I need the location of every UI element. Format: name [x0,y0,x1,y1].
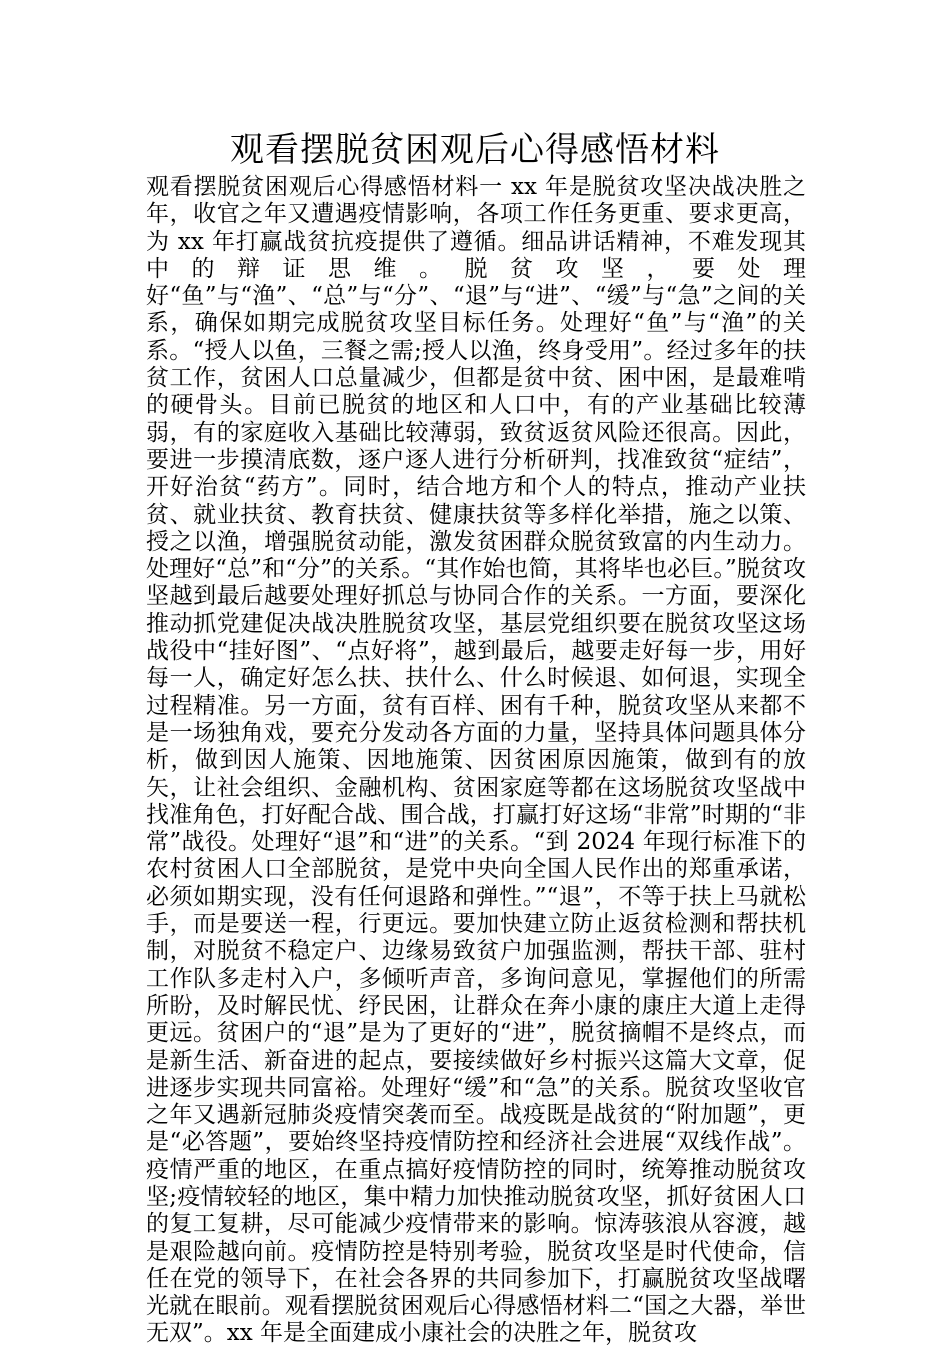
document-body-paragraph: 观看摆脱贫困观后心得感悟材料一 xx 年是脱贫攻坚决战决胜之年，收官之年又遭遇疫情影响，各项工作任务更重、要求更高，为 xx 年打赢战贫抗疫提供了遵循。细品讲话精神，不难发现其中的辩证思维。脱贫攻坚，要处理好“鱼”与“渔”、“总”与“分”、“退”与“进”、“缓”与“急”之间的关系，确保如期完成脱贫攻坚目标任务。处理好“鱼”与“渔”的关系。“授人以鱼，三餐之需;授人以渔，终身受用”。经过多年的扶贫工作，贫困人口总量减少，但都是贫中贫、困中困，是最难啃的硬骨头。目前已脱贫的地区和人口中，有的产业基础比较薄弱，有的家庭收入基础比较薄弱，致贫返贫风险还很高。因此，要进一步摸清底数，逐户逐人进行分析研判，找准致贫“症结”，开好治贫“药方”。同时，结合地方和个人的特点，推动产业扶贫、就业扶贫、教育扶贫、健康扶贫等多样化举措，施之以策、授之以渔，增强脱贫动能，激发贫困群众脱贫致富的内生动力。处理好“总”和“分”的关系。“其作始也简，其将毕也必巨。”脱贫攻坚越到最后越要处理好抓总与协同合作的关系。一方面，要深化推动抓党建促决战决胜脱贫攻坚，基层党组织要在脱贫攻坚这场战役中“挂好图”、“点好将”，越到最后，越要走好每一步，用好每一人，确定好怎么扶、扶什么、什么时候退、如何退，实现全过程精准。另一方面，贫有百样、困有千种，脱贫攻坚从来都不是一场独角戏，要充分发动各方面的力量，坚持具体问题具体分析，做到因人施策、因地施策、因贫困原因施策，做到有的放矢，让社会组织、金融机构、贫困家庭等都在这场脱贫攻坚战中找准角色，打好配合战、围合战，打赢打好这场“非常”时期的“非常”战役。处理好“退”和“进”的关系。“到 2024 年现行标准下的农村贫困人口全部脱贫，是党中央向全国人民作出的郑重承诺，必须如期实现，没有任何退路和弹性。”“退”，不等于扶上马就松手，而是要送一程，行更远。要加快建立防止返贫检测和帮扶机制，对脱贫不稳定户、边缘易致贫户加强监测，帮扶干部、驻村工作队多走村入户，多倾听声音，多询问意见，掌握他们的所需所盼，及时解民忧、纾民困，让群众在奔小康的康庄大道上走得更远。贫困户的“退”是为了更好的“进”，脱贫摘帽不是终点，而是新生活、新奋进的起点，要接续做好乡村振兴这篇大文章，促进逐步实现共同富裕。处理好“缓”和“急”的关系。脱贫攻坚收官之年又遇新冠肺炎疫情突袭而至。战疫既是战贫的“附加题”，更是“必答题”，要始终坚持疫情防控和经济社会进展“双线作战”。疫情严重的地区，在重点搞好疫情防控的同时，统筹推动脱贫攻坚;疫情较轻的地区，集中精力加快推动脱贫攻坚，抓好贫困人口的复工复耕，尽可能减少疫情带来的影响。惊涛骇浪从容渡，越是艰险越向前。疫情防控是特别考验，脱贫攻坚是时代使命，信任在党的领导下，在社会各界的共同参加下，打赢脱贫攻坚战曙光就在眼前。观看摆脱贫困观后心得感悟材料二“国之大器，举世无双”。xx 年是全面建成小康社会的决胜之年，脱贫攻 [146,174,806,1347]
document-title: 观看摆脱贫困观后心得感悟材料 [230,130,720,170]
